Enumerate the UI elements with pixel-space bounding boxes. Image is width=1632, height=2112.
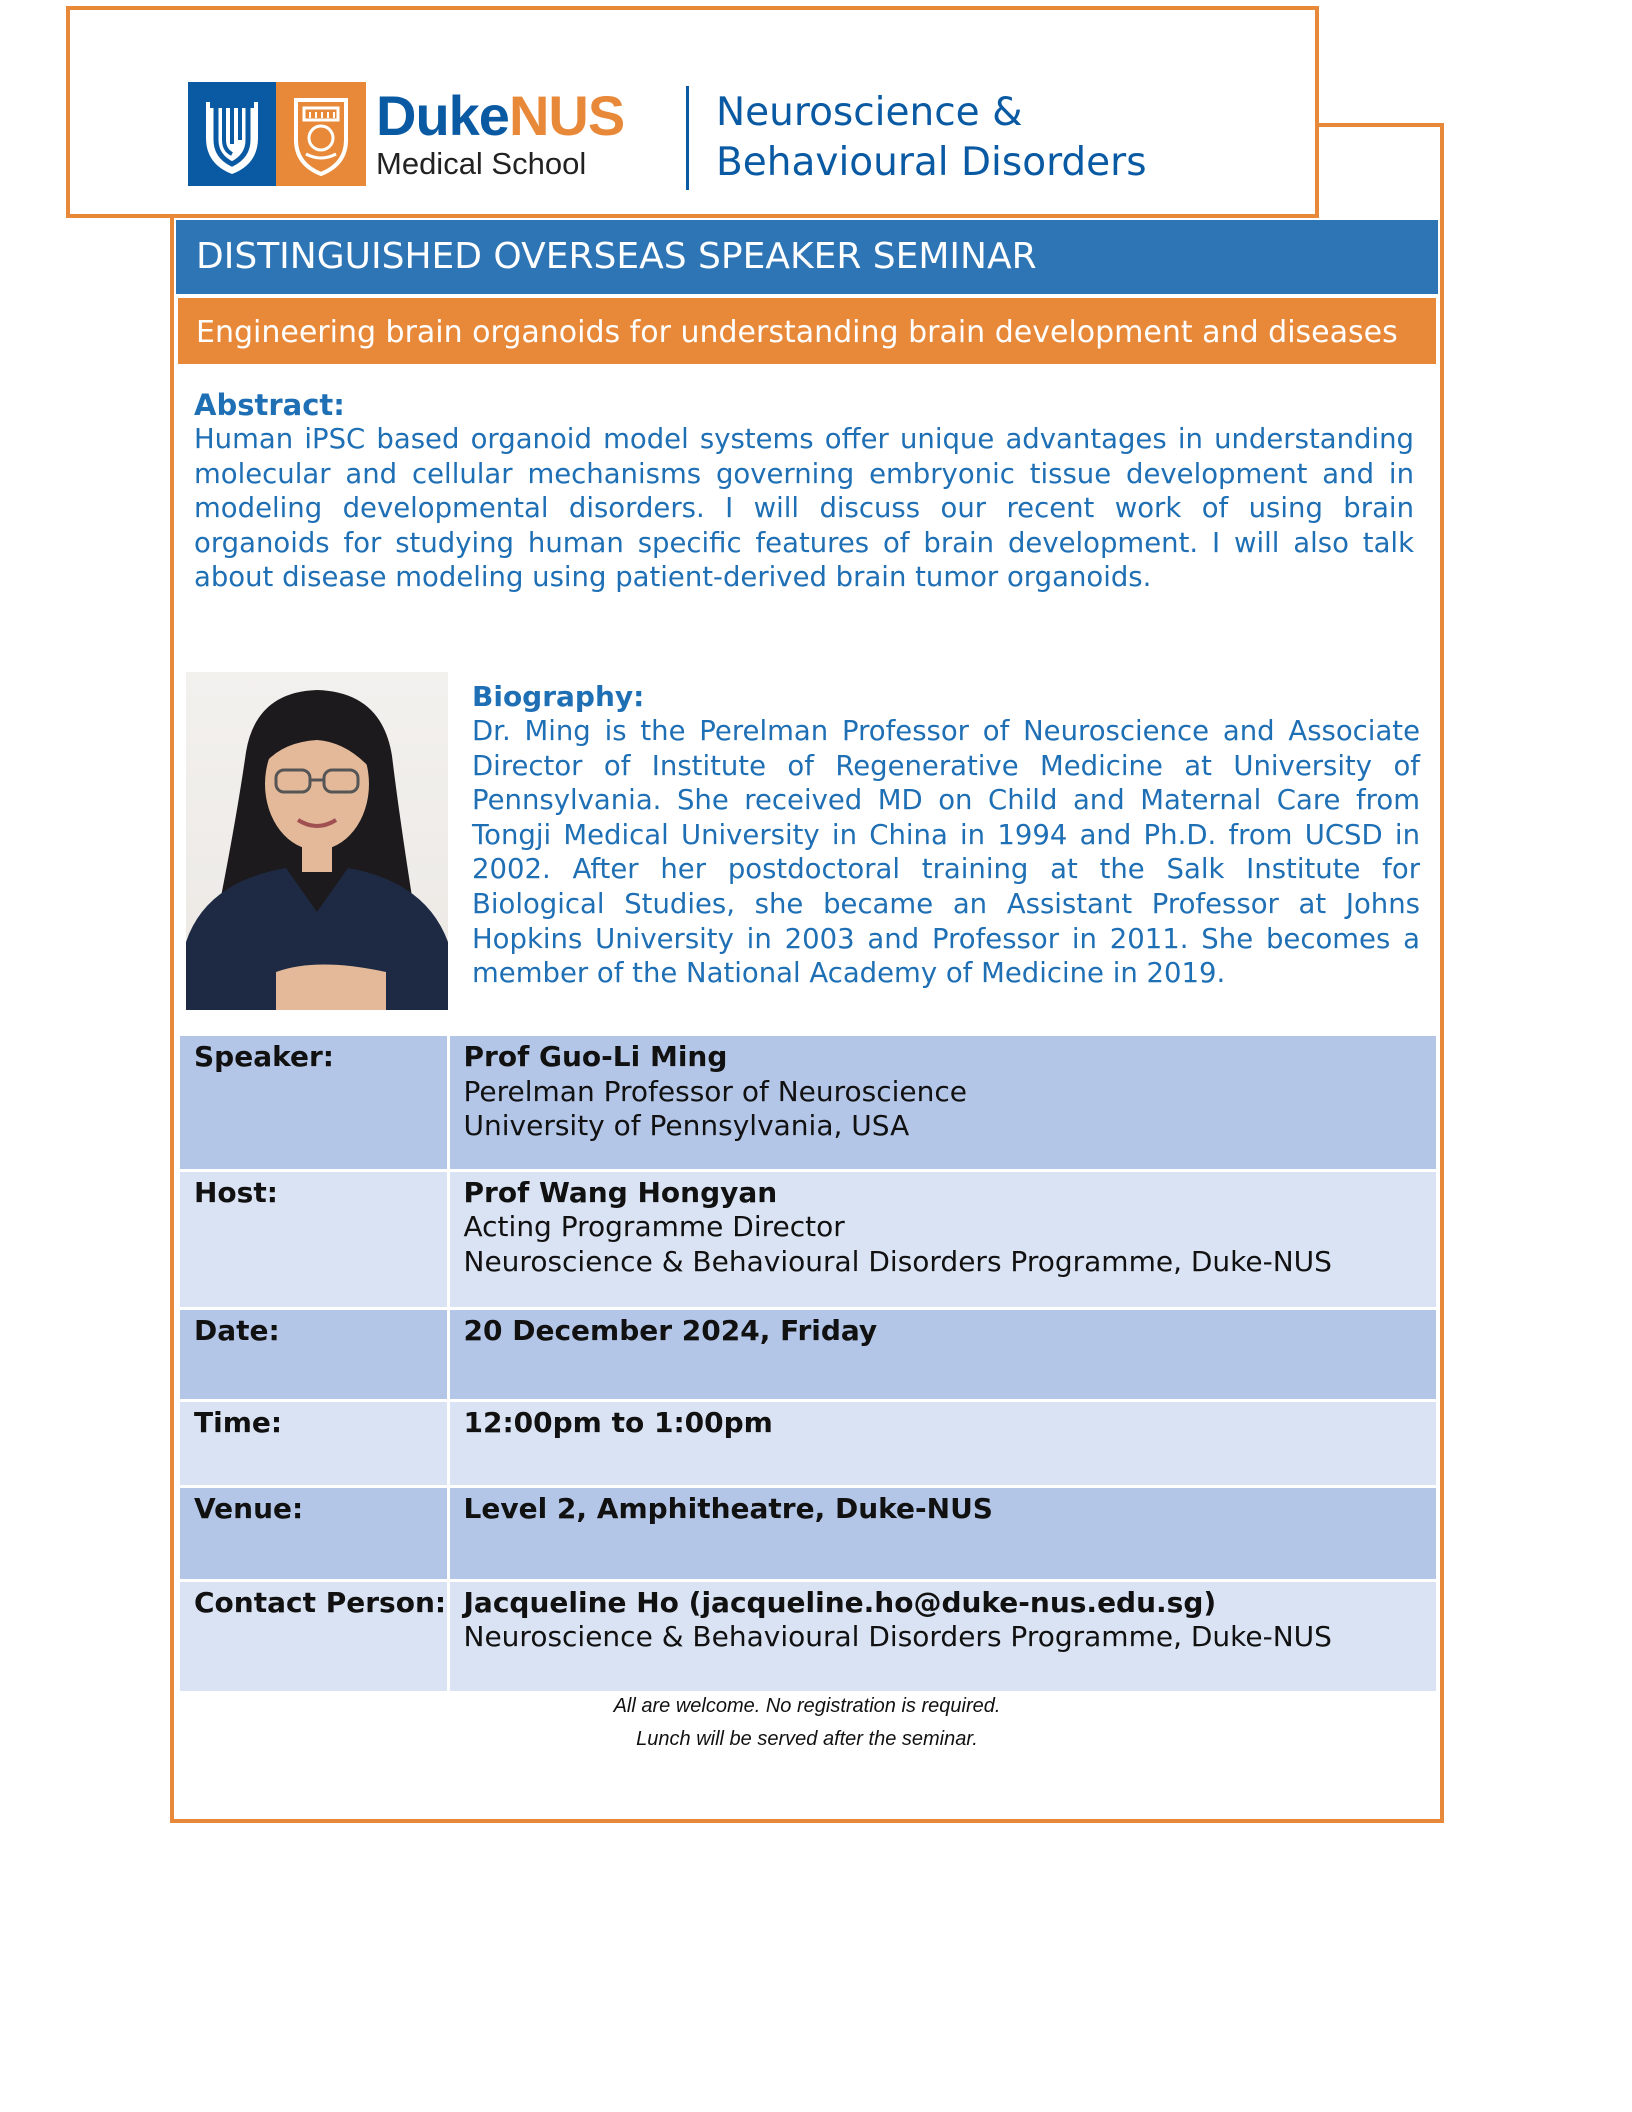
logo-nus-text: NUS <box>508 84 625 147</box>
seminar-details-table <box>180 1036 1436 1694</box>
abstract-section <box>194 388 1414 595</box>
contact-name: Jacqueline Ho (jacqueline.ho@duke-nus.edu.sg) <box>463 1585 1217 1619</box>
venue-label: Venue: <box>180 1486 448 1580</box>
duke-shield-icon <box>188 82 276 186</box>
logo-duke-text: Duke <box>376 84 509 147</box>
seminar-title-banner: Engineering brain organoids for understanding brain development and diseases <box>176 296 1438 366</box>
department-name <box>716 88 1147 188</box>
seminar-type-banner: DISTINGUISHED OVERSEAS SPEAKER SEMINAR <box>176 220 1438 294</box>
time-label: Time: <box>180 1400 448 1486</box>
header-box <box>66 6 1319 218</box>
contact-affiliation: Neuroscience & Behavioural Disorders Programme, Duke-NUS <box>463 1620 1332 1653</box>
footer-line1: All are welcome. No registration is required. <box>613 1695 1001 1717</box>
logo-divider <box>686 86 689 190</box>
biography-section <box>472 680 1420 991</box>
department-line2: Behavioural Disorders <box>716 140 1147 185</box>
speaker-title: Perelman Professor of Neuroscience <box>463 1074 968 1108</box>
date-value: 20 December 2024, Friday <box>448 1308 1436 1400</box>
host-title: Acting Programme Director <box>463 1210 845 1243</box>
biography-heading: Biography: <box>472 680 645 713</box>
footer-note <box>176 1690 1438 1756</box>
date-row <box>180 1308 1436 1400</box>
speaker-row <box>180 1036 1436 1170</box>
contact-row <box>180 1580 1436 1692</box>
speaker-photo <box>186 672 448 1010</box>
speaker-value <box>448 1036 1436 1170</box>
host-label: Host: <box>180 1170 448 1308</box>
host-name: Prof Wang Hongyan <box>463 1175 778 1209</box>
department-line1: Neuroscience & <box>716 90 1023 135</box>
logo-medical-school: Medical School <box>376 146 587 181</box>
duke-nus-logo <box>188 82 648 186</box>
nus-crest-icon <box>276 82 366 186</box>
contact-label: Contact Person: <box>180 1580 448 1692</box>
venue-value: Level 2, Amphitheatre, Duke-NUS <box>448 1486 1436 1580</box>
host-row <box>180 1170 1436 1308</box>
time-value: 12:00pm to 1:00pm <box>448 1400 1436 1486</box>
biography-text: Dr. Ming is the Perelman Professor of Neuroscience and Associate Director of Institute of Regenerative Medicine at University of Pennsylvania. She received MD on Child and Maternal Care from Tongji Medical University in China in 1994 and Ph.D. from UCSD in 2002. After her postdoctoral training at the Salk Institute for Biological Studies, she became an Assistant Professor at Johns Hopkins University in 2003 and Professor in 2011. She becomes a member of the National Academy of Medicine in 2019. <box>472 715 1420 990</box>
time-row <box>180 1400 1436 1486</box>
abstract-text: Human iPSC based organoid model systems offer unique advantages in understanding molecular and cellular mechanisms governing embryonic tissue development and in modeling developmental disorders. I will discuss our recent work of using brain organoids for studying human specific features of brain development. I will also talk about disease modeling using patient-derived brain tumor organoids. <box>194 423 1414 593</box>
host-affiliation: Neuroscience & Behavioural Disorders Programme, Duke-NUS <box>463 1244 1332 1278</box>
abstract-heading: Abstract: <box>194 388 345 422</box>
venue-row <box>180 1486 1436 1580</box>
logo-wordmark <box>376 86 624 146</box>
date-label: Date: <box>180 1308 448 1400</box>
host-value <box>448 1170 1436 1308</box>
speaker-name: Prof Guo-Li Ming <box>463 1040 728 1073</box>
speaker-label: Speaker: <box>180 1036 448 1170</box>
speaker-affiliation: University of Pennsylvania, USA <box>463 1109 910 1142</box>
contact-value <box>448 1580 1436 1692</box>
footer-line2: Lunch will be served after the seminar. <box>636 1728 978 1750</box>
